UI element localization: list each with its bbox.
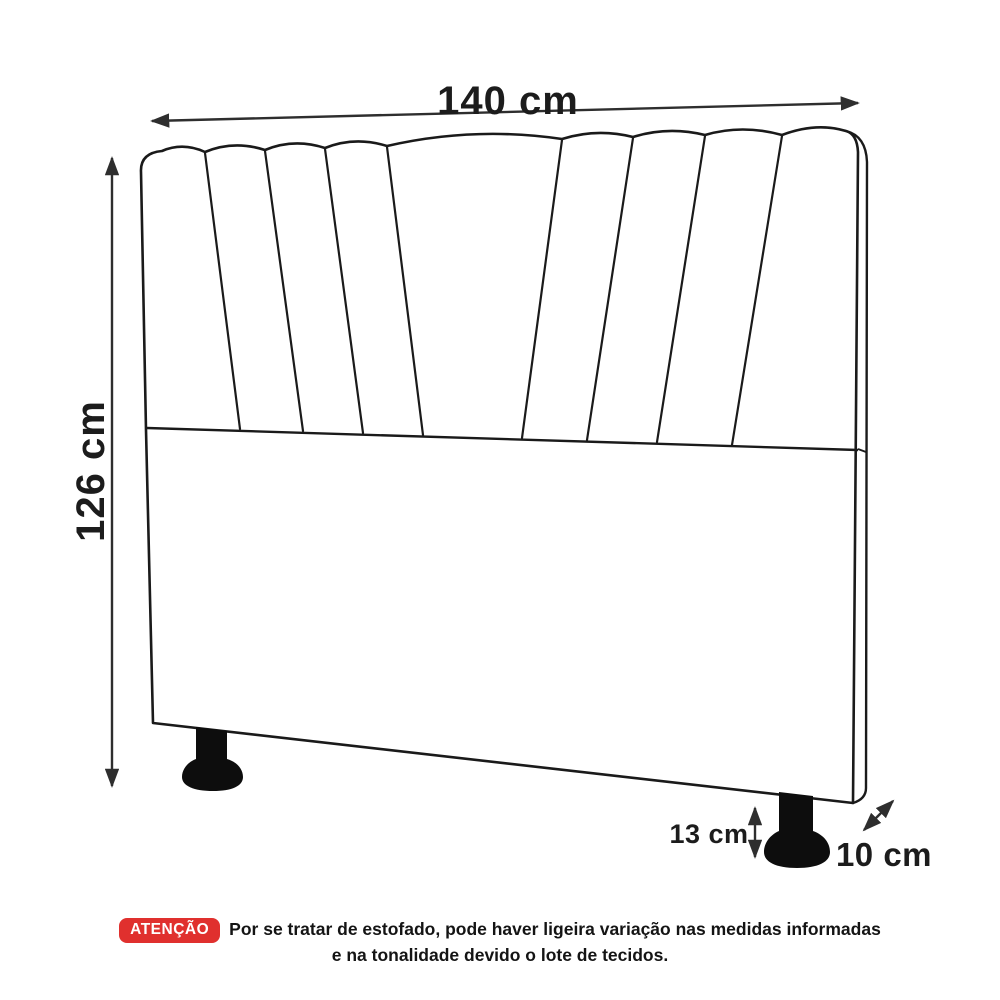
leg-height-dimension-label: 13 cm <box>669 819 749 849</box>
side-strip-seam <box>858 449 866 452</box>
depth-dimension-arrow <box>864 801 893 830</box>
headboard-front-panel <box>141 127 858 803</box>
warning-text-line1: Por se tratar de estofado, pode haver ligeira variação nas medidas informadas <box>229 919 881 940</box>
depth-dimension-label: 10 cm <box>835 836 933 873</box>
attention-badge: ATENÇÃO <box>119 918 220 943</box>
left-leg <box>182 727 243 791</box>
right-leg <box>764 792 830 868</box>
width-dimension-label: 140 cm <box>437 79 579 123</box>
warning-text-line2: e na tonalidade devido o lote de tecidos. <box>331 944 669 965</box>
height-dimension-label: 126 cm <box>69 400 113 542</box>
warning-note <box>0 918 1000 967</box>
